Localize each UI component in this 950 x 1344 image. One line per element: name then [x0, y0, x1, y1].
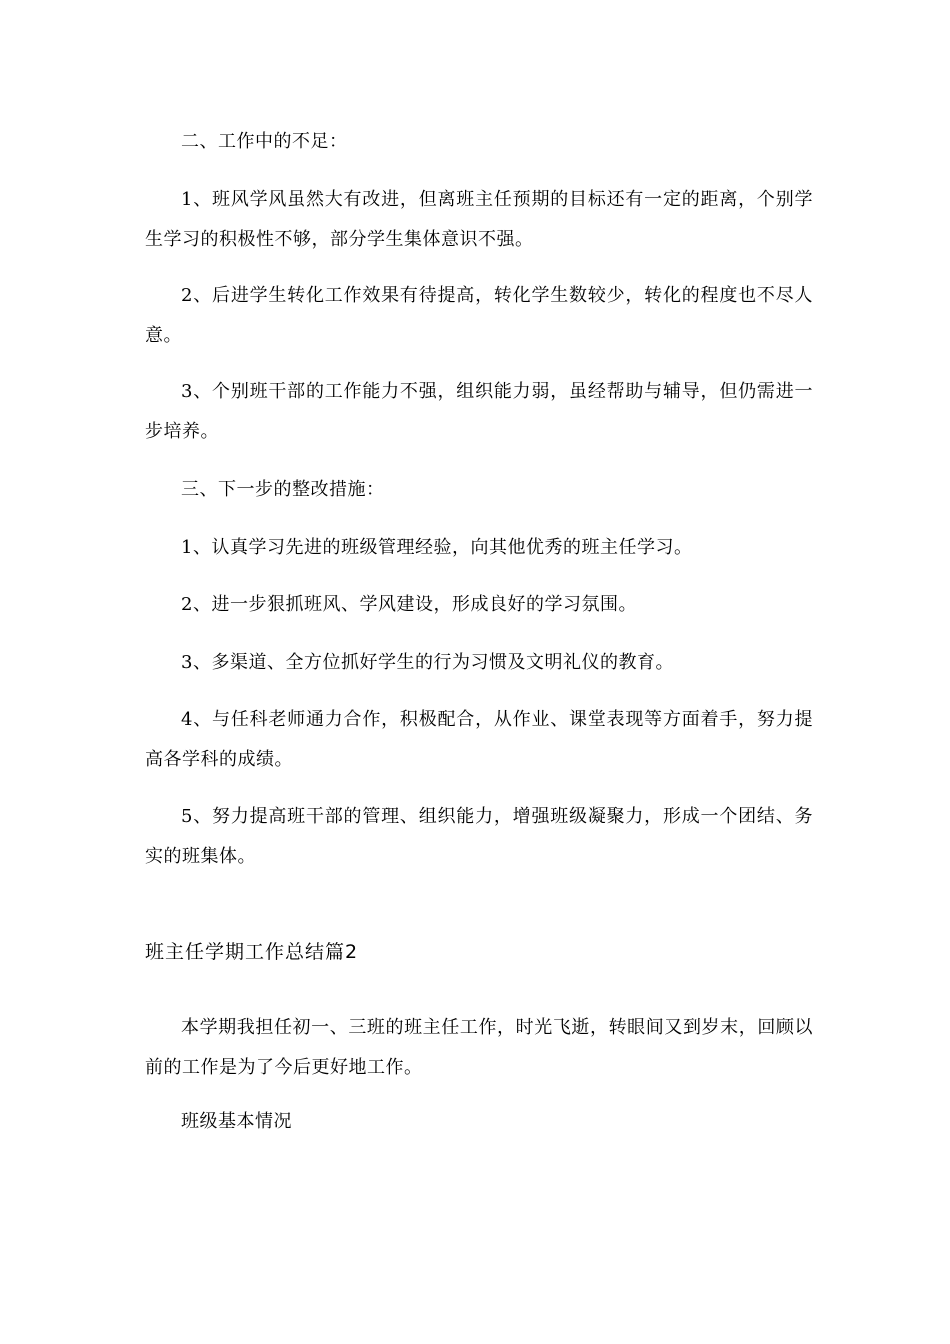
section-heading-shortcomings: 二、工作中的不足： [181, 131, 348, 152]
measure-item-5: 5、努力提高班干部的管理、组织能力，增强班级凝聚力，形成一个团结、务实的班集体。 [145, 806, 813, 867]
measure-item-3: 3、多渠道、全方位抓好学生的行为习惯及文明礼仪的教育。 [181, 652, 674, 673]
section-heading-measures: 三、下一步的整改措施： [181, 479, 385, 500]
measure-item-2: 2、进一步狠抓班风、学风建设，形成良好的学习氛围。 [181, 594, 637, 615]
measure-item-1: 1、认真学习先进的班级管理经验，向其他优秀的班主任学习。 [181, 537, 693, 558]
shortcoming-item-3: 3、个别班干部的工作能力不强，组织能力弱，虽经帮助与辅导，但仍需进一步培养。 [145, 381, 813, 442]
article-intro: 本学期我担任初一、三班的班主任工作，时光飞逝，转眼间又到岁末，回顾以前的工作是为了今后更好地工作。 [145, 1017, 813, 1078]
article-subheading: 班级基本情况 [181, 1111, 292, 1132]
article-title: 班主任学期工作总结篇2 [145, 941, 359, 963]
shortcoming-item-1: 1、班风学风虽然大有改进，但离班主任预期的目标还有一定的距离，个别学生学习的积极性不够，部分学生集体意识不强。 [145, 189, 813, 250]
shortcoming-item-2: 2、后进学生转化工作效果有待提高，转化学生数较少，转化的程度也不尽人意。 [145, 285, 813, 346]
measure-item-4: 4、与任科老师通力合作，积极配合，从作业、课堂表现等方面着手，努力提高各学科的成绩。 [145, 709, 813, 770]
